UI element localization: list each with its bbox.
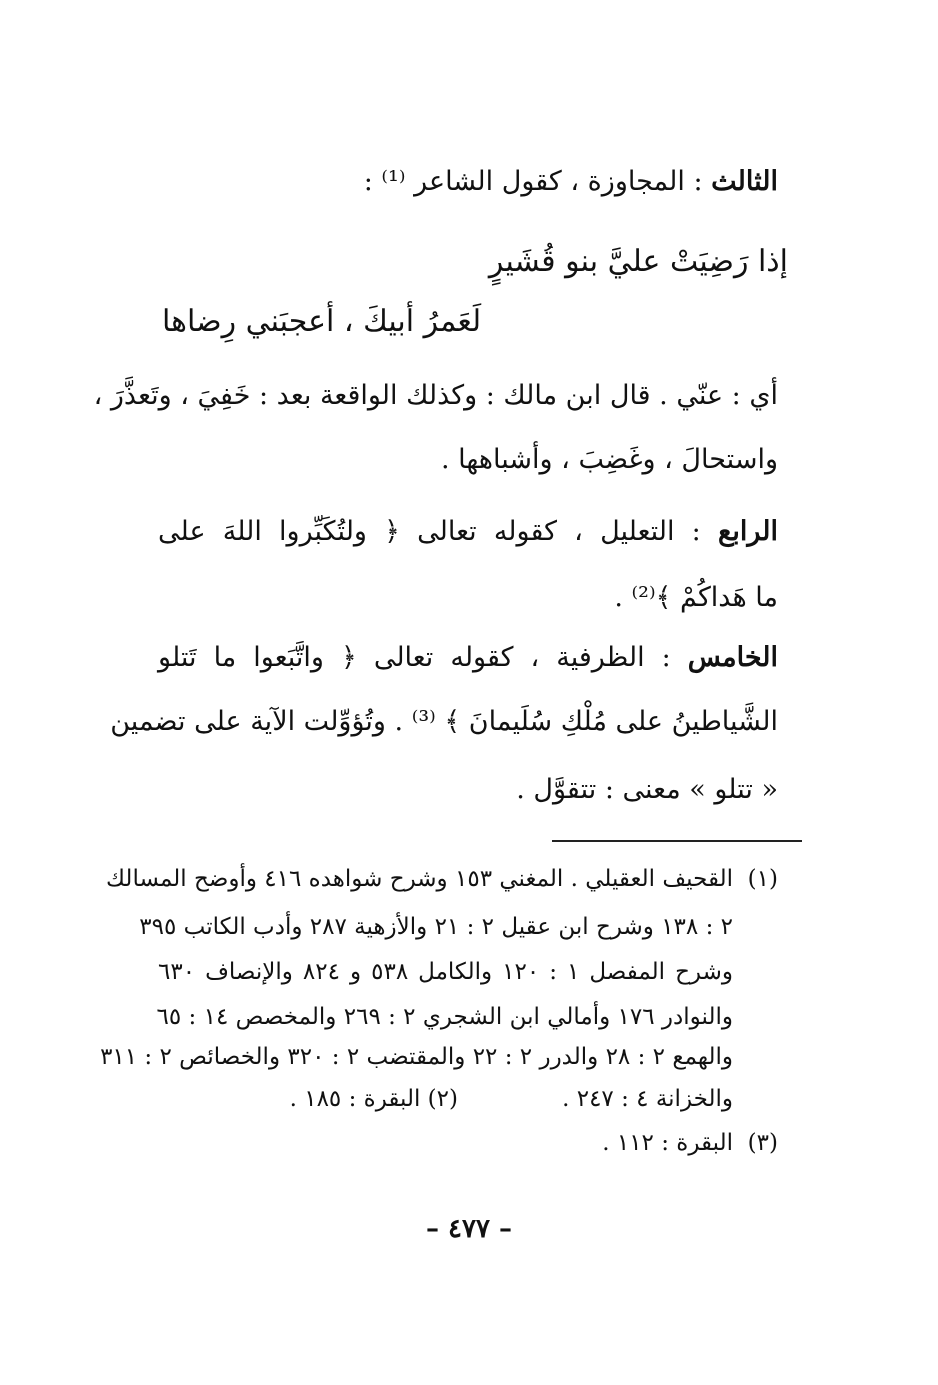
- page-number: – ٤٧٧ –: [425, 1214, 513, 1244]
- paragraph-fifth-line-1: [158, 638, 778, 678]
- verse-first-half: إذا رَضِيَتْ عليَّ بنو قُشَيرٍ: [488, 244, 788, 279]
- paragraph-fifth-line-2: الشَّياطينُ على مُلْكِ سُلَيمانَ ﴾ ⁽³⁾ . وتُؤوِّلت الآية على تضمين: [110, 706, 778, 737]
- footnote-1-line-3: وشرح المفصل ١ : ١٢٠ والكامل ٥٣٨ و ٨٢٤ والإنصاف ٦٣٠: [158, 959, 733, 985]
- paragraph-fifth-label: الخامس: [687, 642, 778, 673]
- paragraph-fifth-text-1: : الظرفية ، كقوله تعالى ﴿ واتَّبَعوا ما تَتلو: [158, 642, 671, 673]
- paragraph-third-label: الثالث: [711, 166, 778, 197]
- footnote-1-line-5: والهمع ٢ : ٢٨ والدرر ٢ : ٢٢ والمقتضب ٢ : ٣٢٠ والخصائص ٢ : ٣١١: [100, 1044, 733, 1070]
- verse-second-half: لَعَمرُ أبيكَ ، أعجبَني رِضاها: [162, 304, 482, 339]
- paragraph-third-line: [158, 162, 778, 202]
- footnote-1-line-1: القحيف العقيلي . المغني ١٥٣ وشرح شواهده ٤١٦ وأوضح المسالك: [106, 866, 733, 892]
- footnote-3-text: البقرة : ١١٢ .: [602, 1130, 733, 1156]
- footnote-1-line-6: والخزانة ٤ : ٢٤٧ .: [562, 1086, 733, 1112]
- explanation-line-1: أي : عنّي . قال ابن مالك : وكذلك الواقعة بعد : خَفِيَ ، وتَعذَّرَ ،: [93, 380, 778, 411]
- footnote-1-line-4: والنوادر ١٧٦ وأمالي ابن الشجري ٢ : ٢٦٩ والمخصص ١٤ : ٦٥: [156, 1004, 733, 1030]
- footnote-separator: [552, 840, 802, 842]
- footnote-3-marker: (٣): [747, 1130, 778, 1156]
- paragraph-fifth-line-3: « تتلو » معنى : تتقوَّل .: [516, 774, 778, 805]
- explanation-line-2: واستحالَ ، وغَضِبَ ، وأشباهها .: [440, 444, 778, 475]
- paragraph-fourth-line-2: ما هَداكُمْ ﴾⁽²⁾ .: [614, 582, 778, 613]
- footnote-2: (٢) البقرة : ١٨٥ .: [289, 1086, 458, 1112]
- paragraph-fourth-text-1: : التعليل ، كقوله تعالى ﴿ ولتُكَبِّروا اللهَ على: [158, 516, 701, 547]
- footnote-1-marker: (١): [747, 866, 778, 892]
- paragraph-third-text: : المجاوزة ، كقول الشاعر ⁽¹⁾ :: [363, 166, 703, 197]
- footnote-1-line-2: ٢ : ١٣٨ وشرح ابن عقيل ٢ : ٢١ والأزهية ٢٨٧ وأدب الكاتب ٣٩٥: [139, 914, 733, 940]
- paragraph-fourth-label: الرابع: [717, 516, 778, 547]
- paragraph-fourth-line-1: [158, 512, 778, 552]
